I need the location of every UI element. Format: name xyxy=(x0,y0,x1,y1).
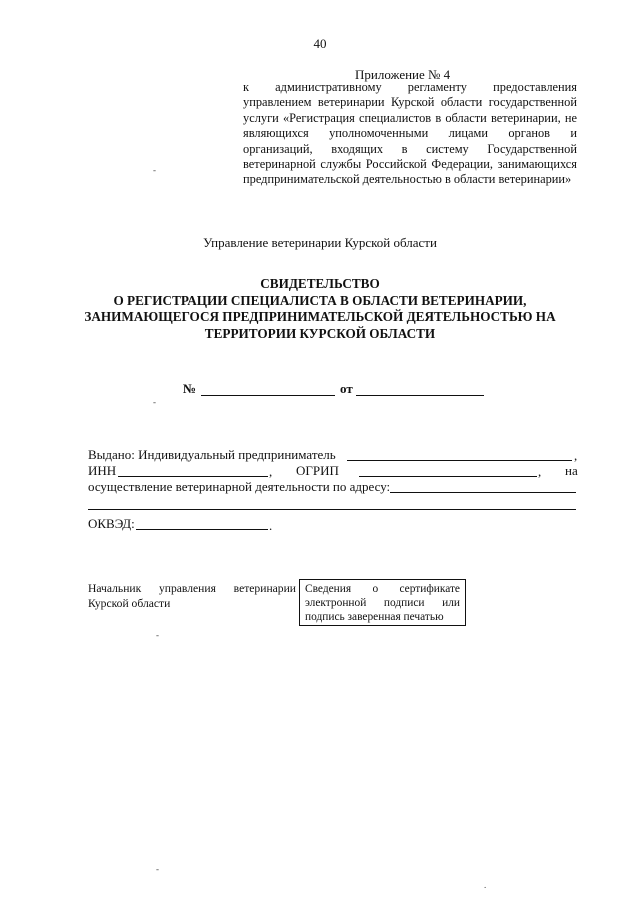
signatory-word: ветеринарии xyxy=(233,582,296,595)
date-field[interactable] xyxy=(356,395,484,396)
inn-label: ИНН xyxy=(88,463,117,478)
issued-comma: , xyxy=(574,448,578,463)
scan-speck: - xyxy=(153,165,156,175)
signature-stamp-box: Сведения о сертификате электронной подписи или подпись заверенная печатью xyxy=(299,579,466,626)
agency-name: Управление ветеринарии Курской области xyxy=(203,235,437,250)
signatory-region: Курской области xyxy=(88,597,171,610)
scan-speck: . xyxy=(484,880,487,890)
date-label: от xyxy=(340,381,353,396)
address-field[interactable] xyxy=(390,492,576,493)
ogrip-comma: , xyxy=(538,464,542,479)
scan-speck: - xyxy=(153,397,156,407)
ogrip-field[interactable] xyxy=(359,476,537,477)
na-label: на xyxy=(565,463,578,478)
okved-label: ОКВЭД: xyxy=(88,516,135,531)
address-field-continued[interactable] xyxy=(88,509,576,510)
number-field[interactable] xyxy=(201,395,335,396)
address-label: осуществление ветеринарной деятельности по адресу: xyxy=(88,479,391,494)
okved-period: . xyxy=(269,518,273,533)
inn-field[interactable] xyxy=(118,476,268,477)
scan-speck: - xyxy=(156,864,159,874)
appendix-title: Приложение № 4 xyxy=(355,67,451,82)
page-number: 40 xyxy=(313,36,327,51)
certificate-title xyxy=(60,276,580,342)
certificate-title-line: СВИДЕТЕЛЬСТВО xyxy=(260,276,380,291)
inn-comma: , xyxy=(269,464,273,479)
signatory-position xyxy=(88,581,296,611)
certificate-title-line: О РЕГИСТРАЦИИ СПЕЦИАЛИСТА В ОБЛАСТИ ВЕТЕРИНАРИИ, xyxy=(113,292,527,308)
entrepreneur-name-field[interactable] xyxy=(347,460,572,461)
signatory-word: управления xyxy=(158,582,216,595)
certificate-title-line: ТЕРРИТОРИИ КУРСКОЙ ОБЛАСТИ xyxy=(204,325,436,341)
okved-field[interactable] xyxy=(136,529,268,530)
ogrip-label: ОГРИП xyxy=(296,463,339,478)
appendix-body: к административному регламенту предоставления управлением ветеринарии Курской области государственной услуги «Регистрация специалистов в области ветеринарии, не являющихся уполномоченными лицами органов и организаций, входящих в систему Государственной ветеринарной службы Российской Федерации, занимающихся предпринимательской деятельностью в области ветеринарии» xyxy=(243,80,577,187)
signatory-word: Начальник xyxy=(88,582,142,595)
number-label: № xyxy=(183,381,197,396)
scan-speck: - xyxy=(156,630,159,640)
issued-label: Выдано: Индивидуальный предприниматель xyxy=(88,447,336,462)
certificate-title-line: ЗАНИМАЮЩЕГОСЯ ПРЕДПРИНИМАТЕЛЬСКОЙ ДЕЯТЕЛЬНОСТЬЮ НА xyxy=(84,309,556,324)
